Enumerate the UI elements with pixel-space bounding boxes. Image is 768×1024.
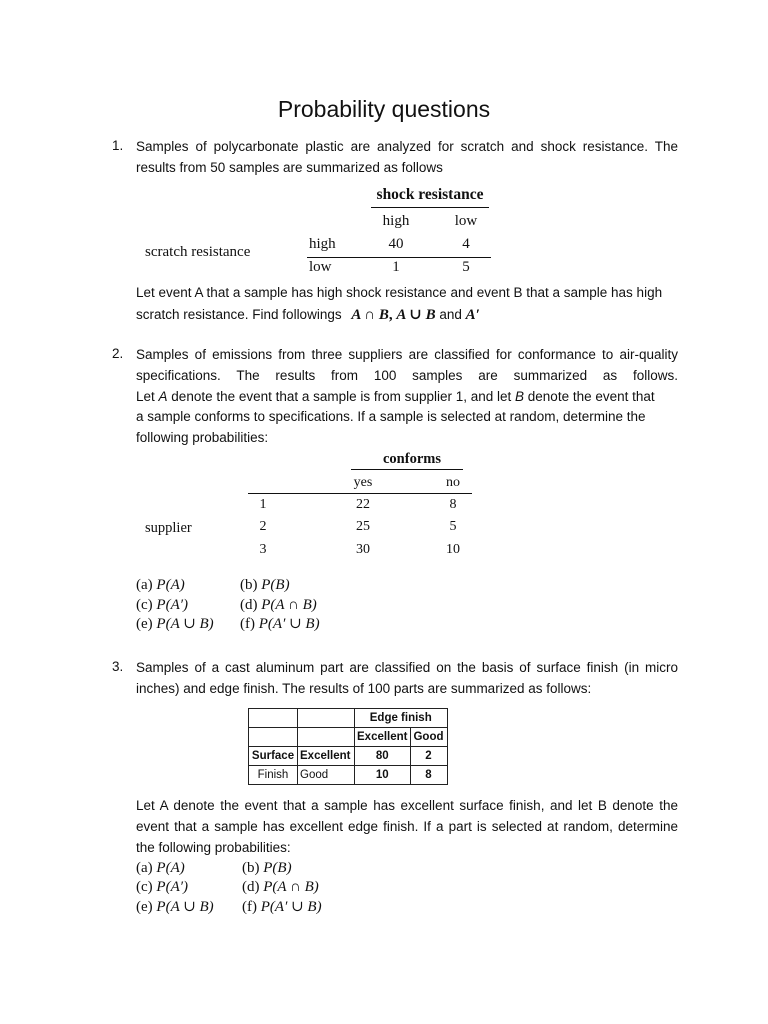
q2-col-header: yes xyxy=(353,475,373,490)
q2-var-a: A xyxy=(158,388,168,404)
q1-math-complement: A′ xyxy=(465,307,480,323)
q1-cell: 1 xyxy=(392,259,400,275)
q3-empty-cell xyxy=(249,728,298,747)
q3-line: Samples of a cast aluminum part are classified on the basis of surface finish (in micro xyxy=(136,660,678,675)
q3-cell: 10 xyxy=(355,766,411,785)
q2-row-label: 2 xyxy=(259,519,267,534)
q2-option-c: (c) P(A′) xyxy=(136,597,189,613)
q1-follow-prefix: scratch resistance. Find followings xyxy=(136,307,342,322)
q3-col-group: Edge finish xyxy=(355,709,448,728)
q2-cell: 22 xyxy=(356,497,370,512)
q3-cell: 80 xyxy=(355,747,411,766)
q2-option-b: (b) P(B) xyxy=(240,577,290,593)
q3-follow-line: the following probabilities: xyxy=(136,839,291,855)
q2-option-d: (d) P(A ∩ B) xyxy=(240,597,317,613)
q1-follow-line xyxy=(136,305,480,324)
q3-text xyxy=(136,658,678,700)
q2-col-group-rule xyxy=(351,469,463,470)
q3-col-header: Good xyxy=(410,728,447,747)
q2-cell: 25 xyxy=(356,519,370,534)
q3-empty-cell xyxy=(249,709,298,728)
q3-row-label: Good xyxy=(298,766,355,785)
q2-option-e: (e) P(A ∪ B) xyxy=(136,616,214,632)
q2-number: 2. xyxy=(112,346,124,361)
q1-math-comma: , xyxy=(388,307,393,323)
q2-cell: 8 xyxy=(449,497,457,512)
q1-col-header: high xyxy=(382,213,410,229)
q2-line: following probabilities: xyxy=(136,430,269,446)
q3-line: inches) and edge finish. The results of 100 parts are summarized as follows: xyxy=(136,680,592,696)
q2-var-b: B xyxy=(515,388,525,404)
q3-option-c: (c) P(A′) xyxy=(136,879,189,895)
q1-math-intersection: A ∩ B xyxy=(351,307,389,323)
q3-cell: 2 xyxy=(410,747,447,766)
q1-row-label: high xyxy=(309,236,336,252)
q2-cell: 30 xyxy=(356,542,370,557)
q3-follow-line: Let A denote the event that a sample has excellent surface finish, and let B denote the xyxy=(136,798,678,813)
q2-option-a: (a) P(A) xyxy=(136,577,185,593)
q3-row-label: Excellent xyxy=(298,747,355,766)
q1-row-group: scratch resistance xyxy=(145,244,251,260)
q3-empty-cell xyxy=(298,728,355,747)
q2-cell: 10 xyxy=(446,542,460,557)
q3-row-group: Finish xyxy=(249,766,298,785)
q2-col-header: no xyxy=(446,475,460,490)
q3-empty-cell xyxy=(298,709,355,728)
q3-option-e: (e) P(A ∪ B) xyxy=(136,899,214,915)
q3-option-f: (f) P(A′ ∪ B) xyxy=(242,899,322,915)
q2-cell: 5 xyxy=(449,519,457,534)
q1-text: Samples of polycarbonate plastic are analyzed for scratch and shock resistance. The results from 50 samples are summarized as follows xyxy=(136,139,678,175)
q3-follow-line: event that a sample has excellent edge finish. If a part is selected at random, determine xyxy=(136,818,678,834)
q1-row-rule xyxy=(307,257,491,258)
q2-col-group: conforms xyxy=(383,451,441,467)
q3-row-group: Surface xyxy=(249,747,298,766)
q1-number: 1. xyxy=(112,138,124,153)
q1-math-union: A ∪ B xyxy=(396,307,436,323)
q1-follow-line: Let event A that a sample has high shock resistance and event B that a sample has high xyxy=(136,285,663,300)
q1-col-group-rule xyxy=(371,207,489,208)
q3-follow-text xyxy=(136,796,678,858)
q3-col-header: Excellent xyxy=(355,728,411,747)
q3-option-d: (d) P(A ∩ B) xyxy=(242,879,319,895)
q2-line: Let A denote the event that a sample is from supplier 1, and let B denote the event that xyxy=(136,388,655,404)
q3-option-a: (a) P(A) xyxy=(136,860,185,876)
q2-option-f: (f) P(A′ ∪ B) xyxy=(240,616,320,632)
q1-col-group: shock resistance xyxy=(376,186,484,203)
q2-row-label: 3 xyxy=(259,542,267,557)
q3-table xyxy=(248,708,448,785)
q1-row-label: low xyxy=(309,259,332,275)
q1-col-header: low xyxy=(454,213,478,229)
q2-row-group: supplier xyxy=(145,520,192,536)
q2-line: specifications. The results from 100 samples are summarized as follows. xyxy=(136,367,678,383)
q3-cell: 8 xyxy=(410,766,447,785)
q3-option-b: (b) P(B) xyxy=(242,860,292,876)
q1-cell: 40 xyxy=(388,236,404,252)
q2-line: Samples of emissions from three suppliers are classified for conformance to air-quality xyxy=(136,347,678,362)
q2-row-label: 1 xyxy=(259,497,267,512)
q1-cell: 4 xyxy=(462,236,470,252)
q2-header-rule xyxy=(248,493,472,494)
q2-line: a sample conforms to specifications. If a sample is selected at random, determine the xyxy=(136,409,646,425)
q1-cell: 5 xyxy=(462,259,470,275)
q3-number: 3. xyxy=(112,659,124,674)
page-title: Probability questions xyxy=(277,96,491,122)
q2-text xyxy=(136,345,678,449)
q1-and-word: and xyxy=(439,307,462,322)
